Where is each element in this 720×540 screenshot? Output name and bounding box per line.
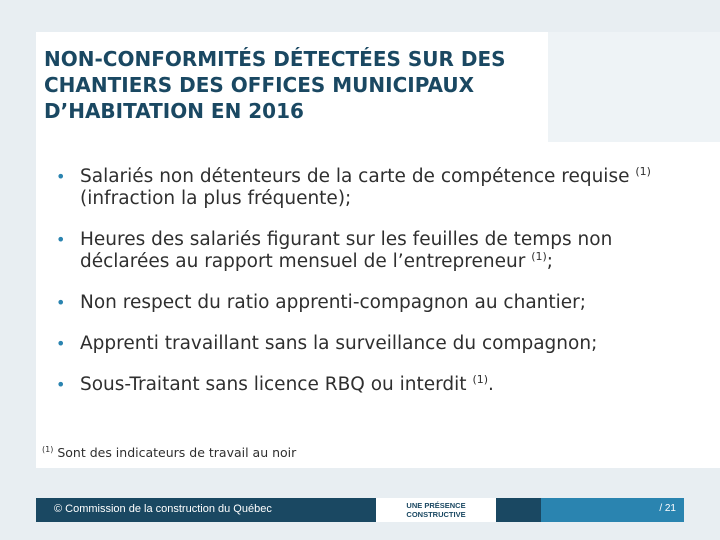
decorative-strip xyxy=(548,32,720,142)
bullet-item xyxy=(56,166,706,210)
bullet-text-tail: (infraction la plus fréquente); xyxy=(80,188,352,209)
copyright-text: © Commission de la construction du Québec xyxy=(54,503,272,515)
bullet-list xyxy=(56,166,706,396)
footnote-text: Sont des indicateurs de travail au noir xyxy=(53,445,297,460)
bullet-item xyxy=(56,374,706,396)
logo-line-1: UNE PRÉSENCE xyxy=(406,501,466,510)
logo-line-2: CONSTRUCTIVE xyxy=(406,510,466,519)
bullet-icon: • xyxy=(56,293,66,312)
bullet-icon: • xyxy=(56,230,66,249)
brand-logo xyxy=(376,498,496,522)
footer-bar xyxy=(36,498,684,522)
bullet-icon: • xyxy=(56,167,66,186)
bullet-text-tail: ; xyxy=(546,251,554,272)
bullet-text-tail: . xyxy=(488,374,494,395)
footnote-ref: (1) xyxy=(531,250,547,263)
bullet-item xyxy=(56,333,706,355)
bullet-text: Heures des salariés figurant sur les feuilles de temps non déclarées au rapport mensuel de l’entrepreneur xyxy=(80,229,613,272)
bullet-item xyxy=(56,229,706,273)
bullet-text: Non respect du ratio apprenti-compagnon au chantier; xyxy=(80,292,586,313)
footnote-ref: (1) xyxy=(472,373,489,386)
slide-title: NON-CONFORMITÉS DÉTECTÉES SUR DES CHANTIERS DES OFFICES MUNICIPAUX D’HABITATION EN 2016 xyxy=(44,47,506,123)
bullet-text: Salariés non détenteurs de la carte de compétence requise xyxy=(80,166,636,187)
footnote-ref: (1) xyxy=(635,165,651,178)
bullet-text: Sous-Traitant sans licence RBQ ou interdit xyxy=(80,374,473,395)
bullet-icon: • xyxy=(56,375,66,394)
footnote xyxy=(42,445,296,460)
bullet-icon: • xyxy=(56,334,66,353)
bullet-item xyxy=(56,292,706,314)
page-number-box xyxy=(541,498,684,522)
page-number: / 21 xyxy=(659,503,676,514)
bullet-text: Apprenti travaillant sans la surveillance du compagnon; xyxy=(80,333,598,354)
footnote-marker: (1) xyxy=(42,445,54,454)
